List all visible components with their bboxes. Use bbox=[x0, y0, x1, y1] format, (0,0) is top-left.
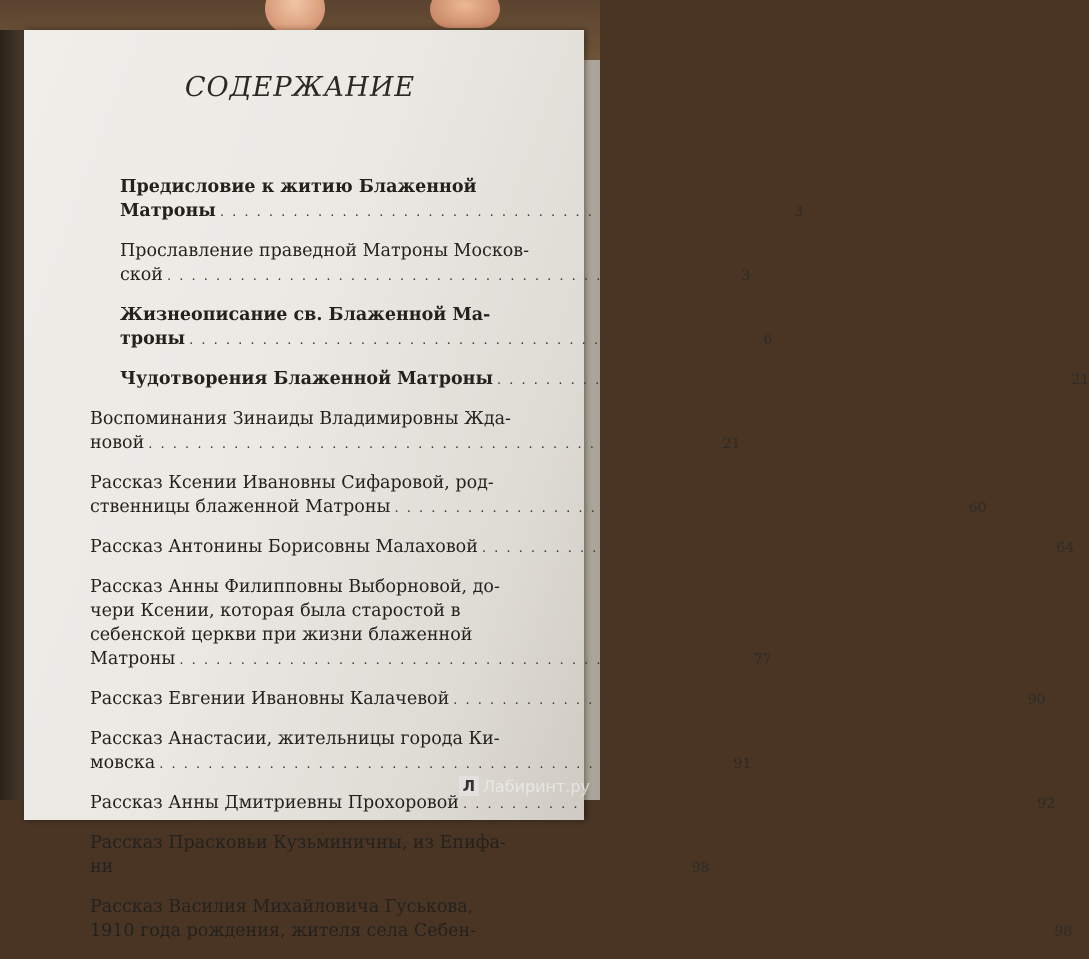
dot-leader: . . . . . . . . . . . . . . . . . . . . . . . . . . . . . . . . . . . . . . . . . . . . . . . bbox=[179, 653, 750, 668]
toc-entry-text: ни bbox=[90, 857, 114, 877]
toc-entry bbox=[90, 303, 773, 353]
toc-entry-text: Рассказ Василия Михайловича Гуськова, bbox=[90, 897, 474, 917]
toc-entry-text: чери Ксении, которая была старостой в bbox=[90, 601, 461, 621]
toc-page-number: 98 bbox=[1054, 924, 1073, 940]
dot-leader: . . . . . . . . . . . . . . . . . . . . . . . . . . . . . . . . . . . . . . . . . . . . . . . bbox=[394, 501, 965, 516]
toc-entry-text: новой bbox=[90, 433, 145, 453]
toc-entry bbox=[90, 175, 804, 225]
toc-entry bbox=[90, 727, 752, 777]
toc-page-number: 6 bbox=[763, 332, 773, 348]
toc-entry-text: Матроны bbox=[120, 201, 216, 221]
toc-entry bbox=[90, 239, 751, 289]
toc-page-number: 21 bbox=[1071, 372, 1089, 388]
dot-leader: . . . . . . . . . . . . . . . . . . . . . . . . . . . . . . . . . . . . . . . . . . . . . . . bbox=[148, 437, 719, 452]
dot-leader: . . . . . . . . . . . . . . . . . . . . . . . . . . . . . . . . . . . . . . . . . . . . . . . bbox=[453, 693, 1024, 708]
toc-entry-text: мовска bbox=[90, 753, 156, 773]
toc-entry bbox=[90, 575, 772, 673]
toc-entry-text: ской bbox=[120, 265, 163, 285]
toc-entry-text: себенской церкви при жизни блаженной bbox=[90, 625, 473, 645]
toc-entry-text: Рассказ Евгении Ивановны Калачевой bbox=[90, 689, 450, 709]
toc-entry bbox=[90, 895, 1073, 945]
dot-leader: . . . . . . . . . . . . . . . . . . . . . . . . . . . . . . . . . . . . . . . . . . . . . . . bbox=[189, 333, 760, 348]
dot-leader: . . . . . . . . . . . . . . . . . . . . . . . . . . . . . . . . . . . . . . . . . . . . . . . bbox=[117, 861, 688, 876]
dot-leader: . . . . . . . . . . . . . . . . . . . . . . . . . . . . . . . . . . . . . . . . . . . . . . . bbox=[480, 925, 1051, 940]
dot-leader: . . . . . . . . . . . . . . . . . . . . . . . . . . . . . . . . . . . . . . . . . . . . . . . bbox=[497, 373, 1068, 388]
watermark-text: Лабиринт.ру bbox=[482, 776, 590, 796]
toc-entry bbox=[90, 367, 1089, 393]
table-of-contents bbox=[90, 175, 1089, 959]
toc-entry bbox=[90, 831, 710, 881]
dot-leader: . . . . . . . . . . . . . . . . . . . . . . . . . . . . . . . . . . . . . . . . . . . . . . . bbox=[159, 757, 730, 772]
toc-page-number: 91 bbox=[733, 756, 752, 772]
toc-page-number: 92 bbox=[1037, 796, 1056, 812]
toc-entry-text: троны bbox=[120, 329, 186, 349]
toc-entry bbox=[90, 535, 1075, 561]
toc-entry-text: Рассказ Анны Дмитриевны Прохоровой bbox=[90, 793, 459, 813]
toc-page-number: 3 bbox=[794, 204, 804, 220]
watermark bbox=[459, 776, 590, 796]
dot-leader: . . . . . . . . . . . . . . . . . . . . . . . . . . . . . . . . . . . . . . . . . . . . . . . bbox=[481, 541, 1053, 556]
finger bbox=[430, 0, 500, 28]
toc-entry bbox=[90, 687, 1046, 713]
toc-page-number: 64 bbox=[1056, 540, 1075, 556]
toc-page-number: 60 bbox=[968, 500, 987, 516]
dot-leader: . . . . . . . . . . . . . . . . . . . . . . . . . . . . . . . . . . . . . . . . . . . . . . . bbox=[166, 269, 738, 284]
toc-entry-text: Рассказ Антонины Борисовны Малаховой bbox=[90, 537, 478, 557]
dot-leader: . . . . . . . . . . . . . . . . . . . . . . . . . . . . . . . . . . . . . . . . . . . . . . . bbox=[219, 205, 791, 220]
toc-entry-text: Матроны bbox=[90, 649, 176, 669]
watermark-logo: Л bbox=[459, 776, 479, 796]
toc-entry bbox=[90, 471, 987, 521]
toc-entry-text: 1910 года рождения, жителя села Себен- bbox=[90, 921, 477, 941]
toc-page-number: 90 bbox=[1027, 692, 1046, 708]
toc-entry bbox=[90, 407, 741, 457]
page-title: СОДЕРЖАНИЕ bbox=[184, 72, 416, 103]
toc-entry-text: Воспоминания Зинаиды Владимировны Жда- bbox=[90, 409, 511, 429]
toc-entry-text: Чудотворения Блаженной Матроны bbox=[120, 369, 493, 389]
toc-entry-text: Рассказ Анастасии, жительницы города Ки- bbox=[90, 729, 500, 749]
toc-page-number: 21 bbox=[722, 436, 741, 452]
toc-page-number: 3 bbox=[741, 268, 751, 284]
toc-entry-text: Рассказ Прасковьи Кузьминичны, из Епифа- bbox=[90, 833, 506, 853]
toc-page-number: 77 bbox=[753, 652, 772, 668]
toc-entry-text: Рассказ Ксении Ивановны Сифаровой, род- bbox=[90, 473, 494, 493]
toc-entry-text: Предисловие к житию Блаженной bbox=[120, 177, 477, 197]
toc-entry-text: Жизнеописание св. Блаженной Ма- bbox=[120, 305, 491, 325]
toc-entry-text: ственницы блаженной Матроны bbox=[90, 497, 391, 517]
toc-entry-text: Рассказ Анны Филипповны Выборновой, до- bbox=[90, 577, 500, 597]
toc-page-number: 98 bbox=[691, 860, 710, 876]
dot-leader: . . . . . . . . . . . . . . . . . . . . . . . . . . . . . . . . . . . . . . . . . . . . . . . bbox=[462, 797, 1034, 812]
toc-entry-text: Прославление праведной Матроны Москов- bbox=[120, 241, 530, 261]
